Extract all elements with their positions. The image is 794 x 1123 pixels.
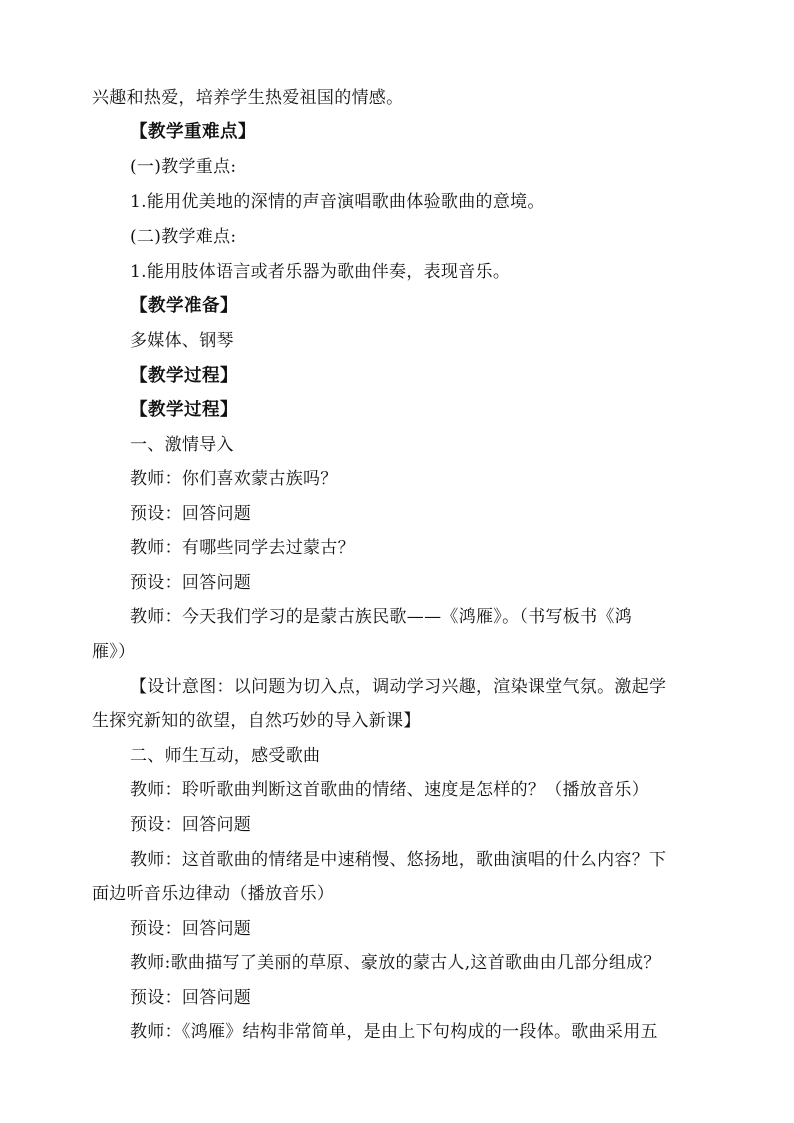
text-line: 二、师生互动，感受歌曲 (130, 746, 321, 766)
text-line: 面边听音乐边律动（播放音乐） (92, 884, 335, 904)
text-line: 预设：回答问题 (130, 573, 252, 593)
text-line: 教师：这首歌曲的情绪是中速稍慢、悠扬地，歌曲演唱的什么内容？下 (130, 850, 667, 870)
text-line: 1.能用优美地的深情的声音演唱歌曲体验歌曲的意境。 (130, 192, 545, 212)
text-line: 预设：回答问题 (130, 504, 252, 524)
text-line: 多媒体、钢琴 (130, 331, 234, 351)
text-line: 教师：有哪些同学去过蒙古？ (130, 538, 355, 558)
text-line: 一、激情导入 (130, 435, 234, 455)
text-line: 教师：《鸿雁》结构非常简单，是由上下句构成的一段体。歌曲采用五 (130, 1022, 658, 1042)
text-line: 预设：回答问题 (130, 815, 252, 835)
text-line: 1.能用肢体语言或者乐器为歌曲伴奏，表现音乐。 (130, 262, 511, 282)
text-line: 预设：回答问题 (130, 988, 252, 1008)
text-line: (一)教学重点: (130, 157, 237, 177)
text-line: 兴趣和热爱，培养学生热爱祖国的情感。 (92, 88, 404, 108)
text-line: 雁》） (92, 642, 136, 662)
design-intent-note: 【设计意图：以问题为切入点，调动学习兴趣，渲染课堂气氛。激起学 (130, 677, 667, 697)
text-line: 教师：你们喜欢蒙古族吗？ (130, 469, 338, 489)
section-heading-process: 【教学过程】 (130, 366, 238, 386)
design-intent-note: 生探究新知的欲望，自然巧妙的导入新课】 (92, 711, 421, 731)
text-line: 教师：聆听歌曲判断这首歌曲的情绪、速度是怎样的？（播放音乐） (130, 780, 649, 800)
section-heading-process: 【教学过程】 (130, 400, 238, 420)
section-heading-preparation: 【教学准备】 (130, 296, 238, 316)
text-line: (二)教学难点: (130, 227, 237, 247)
section-heading-key-points: 【教学重难点】 (130, 122, 256, 142)
text-line: 预设：回答问题 (130, 919, 252, 939)
text-line: 教师：今天我们学习的是蒙古族民歌——《鸿雁》。（书写板书《鸿 (130, 607, 632, 627)
text-line: 教师:歌曲描写了美丽的草原、豪放的蒙古人,这首歌曲由几部分组成？ (130, 953, 661, 973)
